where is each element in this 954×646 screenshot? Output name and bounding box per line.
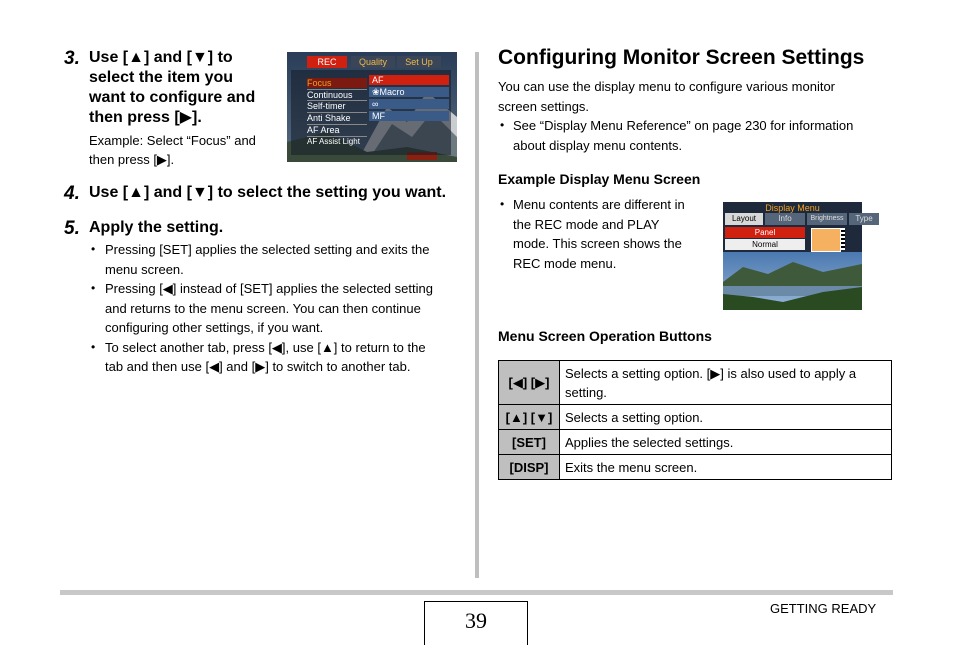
table-row <box>499 455 892 480</box>
option-normal[interactable]: Normal <box>725 239 805 250</box>
step-number: 4. <box>64 183 80 204</box>
menu-item-focus[interactable]: Focus <box>307 78 367 88</box>
page-number: 39 <box>424 601 528 645</box>
bullet-item: • See “Display Menu Reference” on page 230 for information about display menu contents. <box>498 116 853 155</box>
bullet-item: • Menu contents are different in the REC mode and PLAY mode. This screen shows the REC mode menu. <box>498 195 685 273</box>
option-infinity[interactable]: ∞ <box>369 99 449 109</box>
section-label: GETTING READY <box>770 601 877 616</box>
step-title: Use [▲] and [▼] to select the item you want to configure and then press [▶]. <box>89 49 256 126</box>
menu-item-af-area[interactable]: AF Area <box>307 124 367 135</box>
button-key: [DISP] <box>499 455 560 480</box>
intro-paragraph: You can use the display menu to configure various monitor screen settings. <box>498 79 835 114</box>
option-mf[interactable]: MF <box>369 111 449 121</box>
tab-layout[interactable]: Layout <box>725 213 763 225</box>
ops-heading: Menu Screen Operation Buttons <box>498 328 712 344</box>
tab-setup[interactable]: Set Up <box>397 56 441 68</box>
table-row <box>499 430 892 455</box>
example-heading: Example Display Menu Screen <box>498 171 701 187</box>
option-af[interactable]: AF <box>369 75 449 85</box>
menu-item-continuous[interactable]: Continuous <box>307 89 367 100</box>
step-number: 5. <box>64 218 80 239</box>
section-heading: Configuring Monitor Screen Settings <box>498 46 865 69</box>
footer-rule <box>60 590 893 595</box>
button-key: [◀] [▶] <box>499 361 560 405</box>
operation-buttons-table <box>498 360 892 480</box>
display-menu-title: Display Menu <box>765 203 820 213</box>
menu-item-anti-shake[interactable]: Anti Shake <box>307 112 367 123</box>
step-title: Apply the setting. <box>89 219 224 236</box>
step-5 <box>64 218 364 242</box>
bullet-item: • Pressing [SET] applies the selected setting and exits the menu screen. <box>90 240 456 279</box>
step-4 <box>64 183 464 207</box>
example-bullets <box>498 195 685 273</box>
option-macro[interactable]: ❀Macro <box>369 87 449 97</box>
tab-quality[interactable]: Quality <box>351 56 395 68</box>
step-title: Use [▲] and [▼] to select the setting you want. <box>89 184 447 201</box>
table-row <box>499 361 892 405</box>
step-3 <box>64 48 284 168</box>
apply-setting-bullets <box>90 240 456 377</box>
layout-preview-icon <box>811 228 841 252</box>
rec-menu-tabs <box>287 56 457 68</box>
button-description: Selects a setting option. [▶] is also used to apply a setting. <box>560 361 892 405</box>
button-description: Exits the menu screen. <box>560 455 892 480</box>
column-divider <box>475 52 479 578</box>
tab-rec[interactable]: REC <box>307 56 347 68</box>
button-key: [SET] <box>499 430 560 455</box>
table-row <box>499 405 892 430</box>
display-menu-screenshot <box>723 202 873 310</box>
bullet-item: • Pressing [◀] instead of [SET] applies the selected setting and returns to the menu screen. You can then continue configuring other settings, if you want. <box>90 279 456 338</box>
tab-info[interactable]: Info <box>765 213 805 225</box>
scrollbar-icon <box>841 228 845 250</box>
tab-type[interactable]: Type <box>849 213 879 225</box>
intro-bullets <box>498 116 853 155</box>
menu-item-af-assist-light[interactable]: AF Assist Light <box>307 136 367 147</box>
button-description: Applies the selected settings. <box>560 430 892 455</box>
step-number: 3. <box>64 48 80 69</box>
button-key: [▲] [▼] <box>499 405 560 430</box>
bullet-item: • To select another tab, press [◀], use [▲] to return to the tab and then use [◀] and [▶] to switch to another tab. <box>90 338 456 377</box>
option-panel[interactable]: Panel <box>725 227 805 238</box>
rec-menu-screenshot <box>287 52 457 162</box>
menu-item-self-timer[interactable]: Self-timer <box>307 100 367 111</box>
step-note: Example: Select “Focus” and then press [▶]. <box>89 133 256 167</box>
tab-brightness[interactable]: Brightness <box>807 213 847 225</box>
button-description: Selects a setting option. <box>560 405 892 430</box>
